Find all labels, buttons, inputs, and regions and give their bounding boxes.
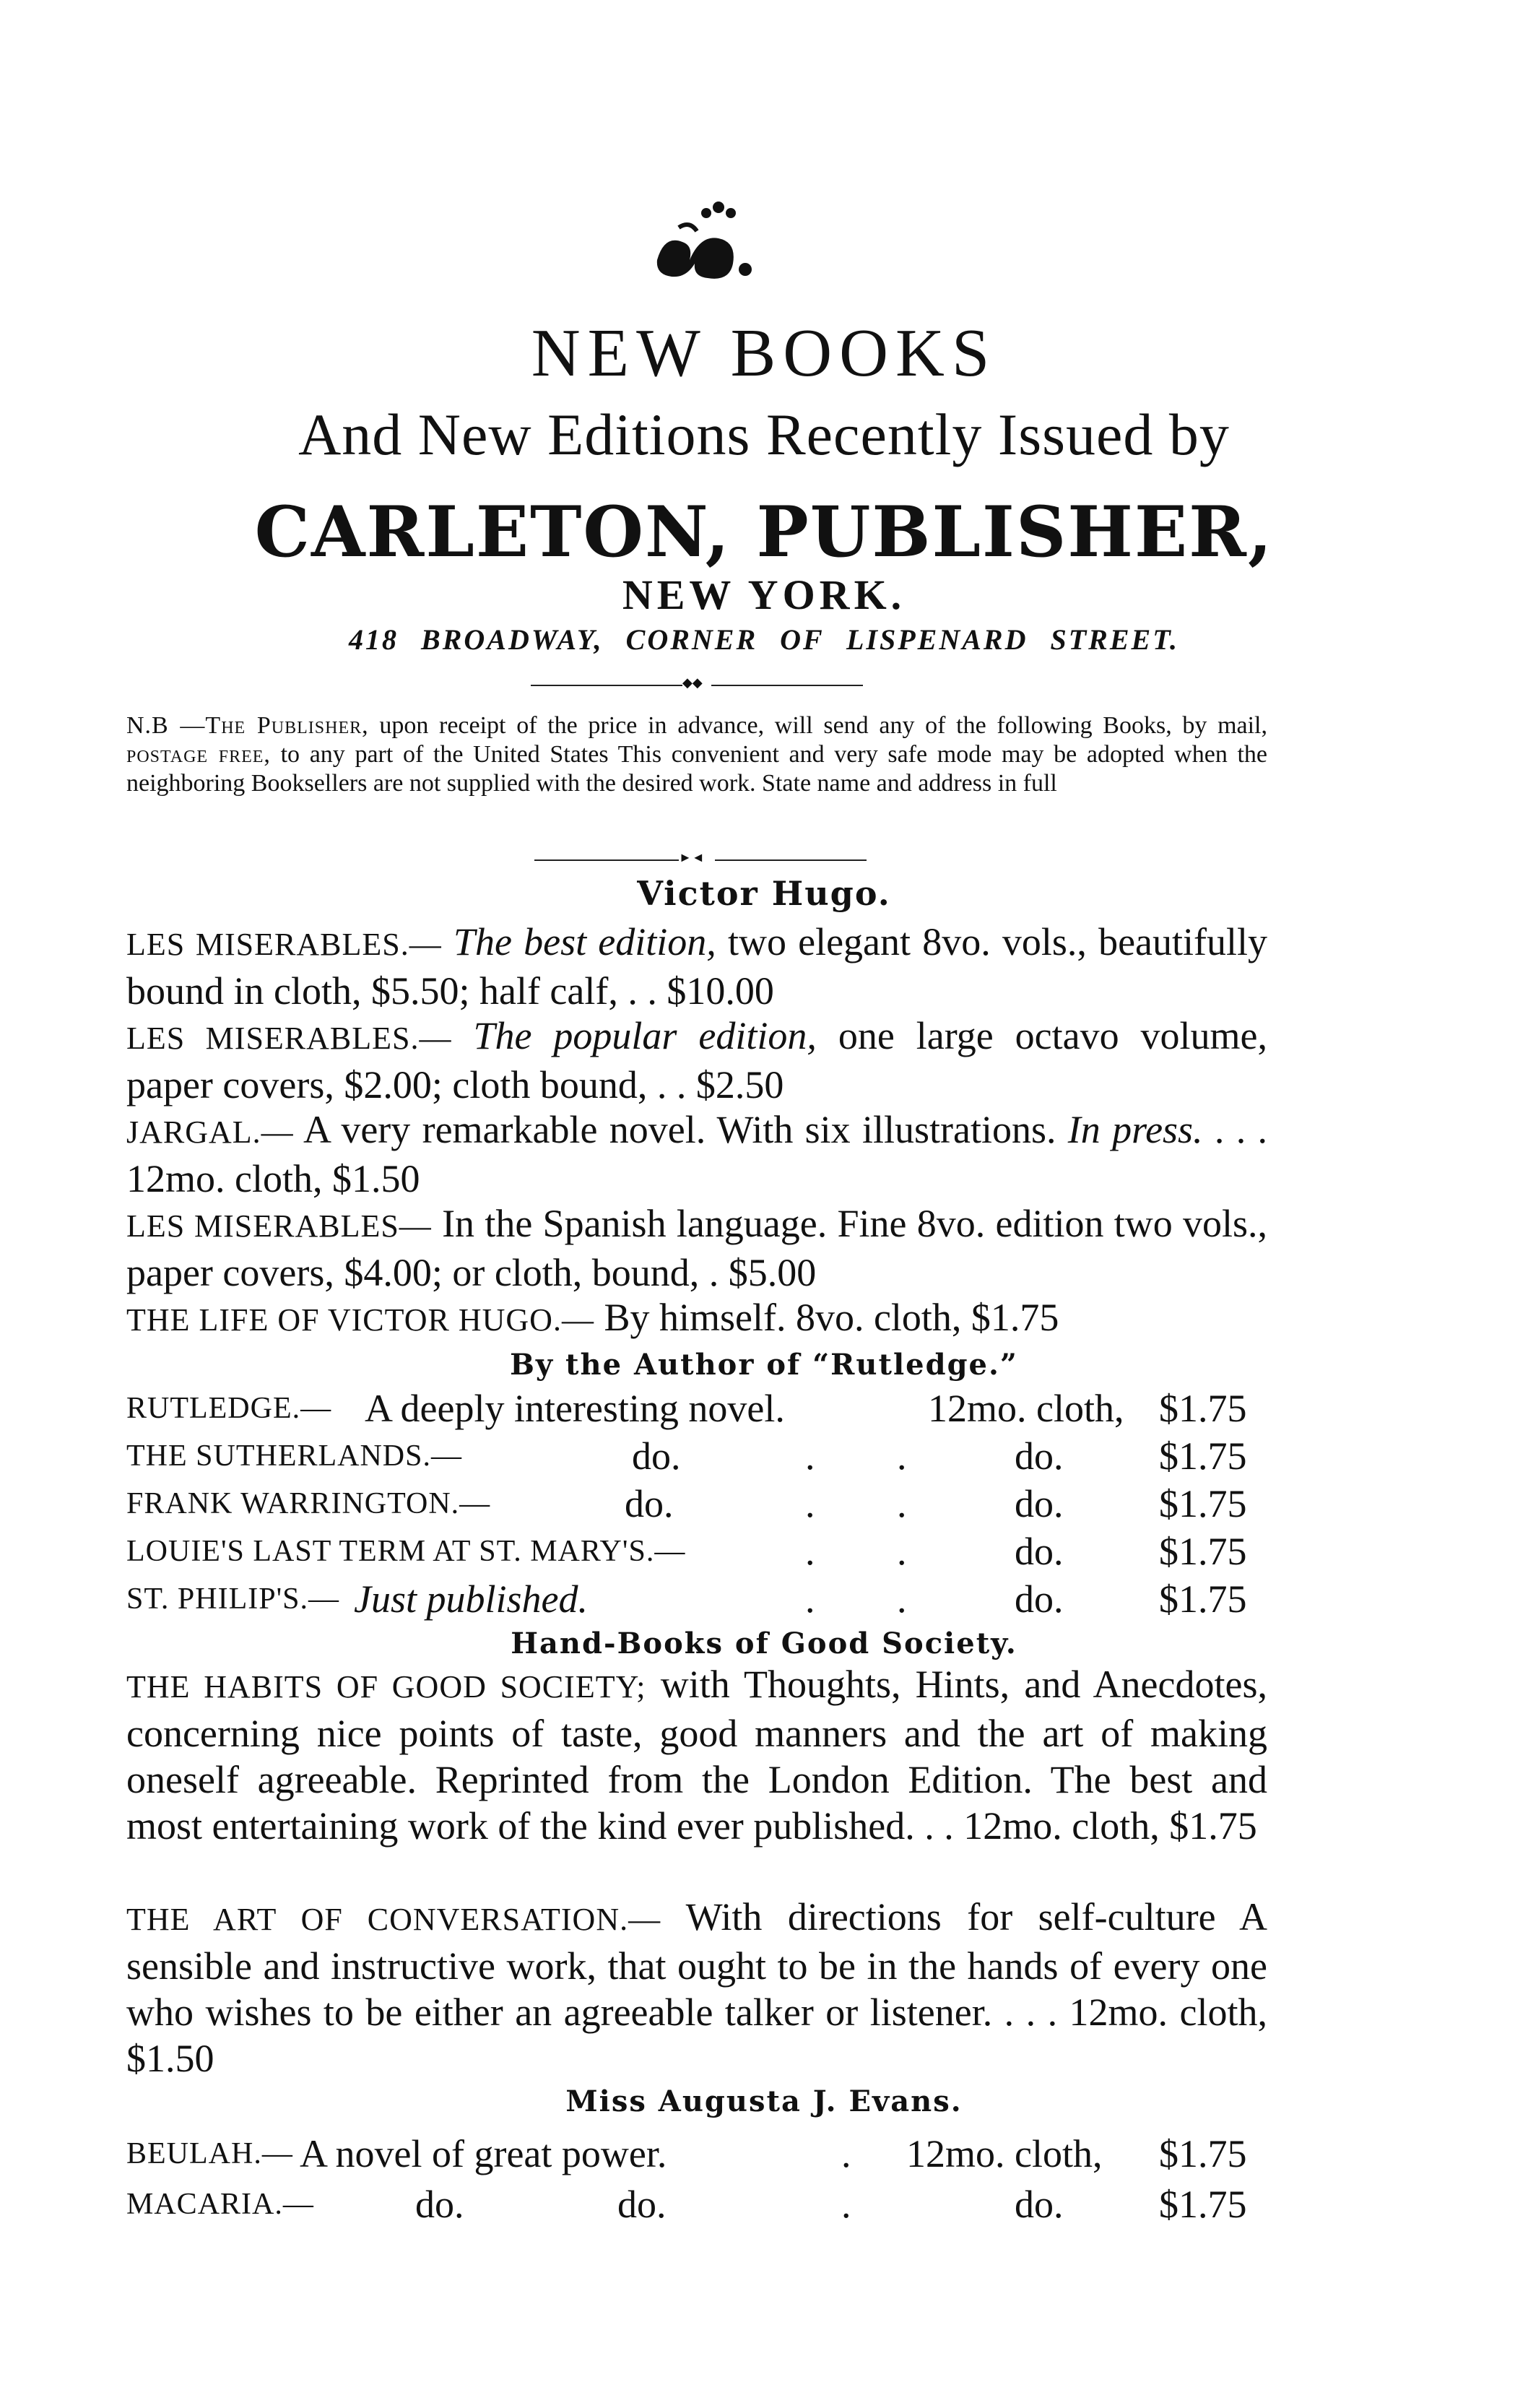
divider-rule (711, 685, 863, 686)
book-entry: LES MISERABLES.— The best edition, two elegant 8vo. vols., beautifully bound in cloth, $5.50; half calf, . . $10.00 (126, 920, 1268, 1013)
section-heading-victor-hugo: Victor Hugo. (637, 874, 891, 913)
section-heading-rutledge-author: By the Author of “Rutledge.” (510, 1348, 1018, 1382)
page-title: NEW BOOKS (531, 316, 997, 391)
divider-ornament: ◆◆ (682, 675, 703, 690)
publisher-city: NEW YORK. (622, 571, 906, 618)
book-row: BEULAH.— A novel of great power. . 12mo. cloth, $1.75 (126, 2132, 1247, 2175)
publisher-name: CARLETON, PUBLISHER, (254, 491, 1274, 573)
publisher-address: 418 BROADWAY, CORNER OF LISPENARD STREET. (349, 623, 1179, 656)
divider-rule (715, 859, 867, 861)
book-entry: LES MISERABLES.— The popular edition, one large octavo volume, paper covers, $2.00; cloth bound, . . $2.50 (126, 1014, 1267, 1106)
divider-rule (534, 859, 679, 861)
book-row: ST. PHILIP'S.— Just published. . . do. $1.75 (126, 1577, 1247, 1621)
book-entry: THE LIFE OF VICTOR HUGO.— By himself. 8vo. cloth, $1.75 (126, 1296, 1059, 1339)
book-row: FRANK WARRINGTON.— do. . . do. $1.75 (126, 1482, 1247, 1525)
page-subtitle: And New Editions Recently Issued by (298, 402, 1230, 467)
printer-ornament-icon (650, 191, 758, 293)
book-row: RUTLEDGE.— A deeply interesting novel. 12mo. cloth, $1.75 (126, 1387, 1247, 1430)
section-heading-augusta-evans: Miss Augusta J. Evans. (565, 2084, 963, 2118)
book-entry: JARGAL.— A very remarkable novel. With six illustrations. In press. . . . 12mo. cloth, $1.50 (126, 1108, 1267, 1200)
book-row: LOUIE'S LAST TERM AT ST. MARY'S.— . . do. $1.75 (126, 1530, 1247, 1573)
divider-ornament: ►◄ (679, 850, 705, 865)
mail-order-notice: N.B —The Publisher, upon receipt of the price in advance, will send any of the following Books, by mail, postage free, to any part of the United States This convenient and very safe mode may be adopted when the neighboring Booksellers are not supplied with the desired work. State name and address in full (126, 712, 1268, 797)
book-row: MACARIA.— do. do. . do. $1.75 (126, 2183, 1247, 2226)
section-heading-hand-books: Hand-Books of Good Society. (511, 1627, 1017, 1660)
book-entry: THE HABITS OF GOOD SOCIETY; with Thoughts, Hints, and Anecdotes, concerning nice points of taste, good manners and the art of making oneself agreeable. Reprinted from the London Edition. The best and most entertaining work of the kind ever published. . . 12mo. cloth, $1.75 (126, 1663, 1267, 1848)
divider-rule (531, 685, 682, 686)
book-entry: THE ART OF CONVERSATION.— With directions for self-culture A sensible and instructive work, that ought to be in the hands of every one who wishes to be either an agreeable talker or listener. . . . 12mo. cloth, $1.50 (126, 1895, 1267, 2080)
book-entry: LES MISERABLES— In the Spanish language. Fine 8vo. edition two vols., paper covers, $4.00; or cloth, bound, . $5.00 (126, 1202, 1268, 1294)
book-row: THE SUTHERLANDS.— do. . . do. $1.75 (126, 1434, 1247, 1478)
